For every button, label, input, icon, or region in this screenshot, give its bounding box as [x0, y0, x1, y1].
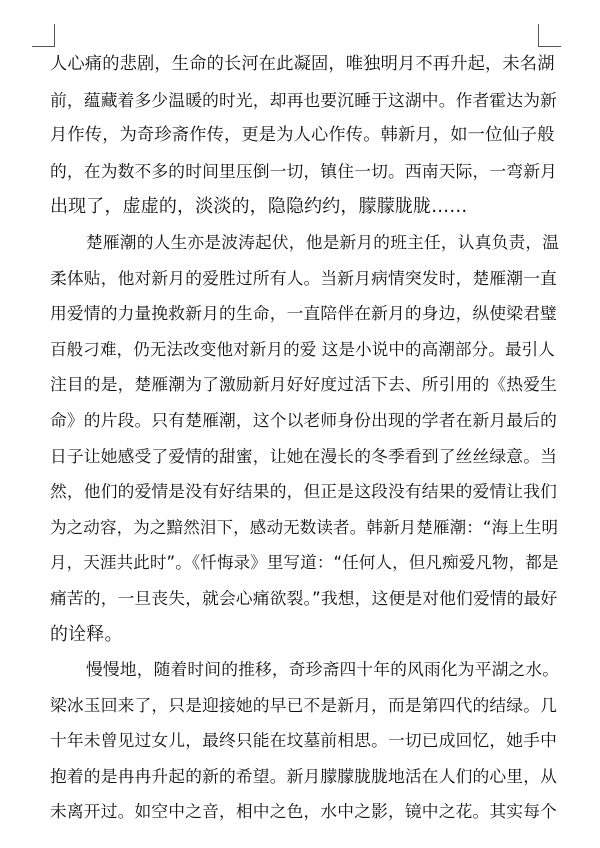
text-line: 然，他们的爱情是没有好结果的，但正是这段没有结果的爱情让我们 — [50, 481, 558, 502]
text-line: 为之动容，为之黯然泪下，感动无数读者。韩新月楚雁潮：“海上生明 — [50, 517, 559, 537]
text-line: 慢慢地，随着时间的推移，奇珍斋四十年的风雨化为平湖之水。 — [86, 659, 560, 680]
text-line: 的诠释。 — [50, 623, 123, 645]
text-line: 月作传，为奇珍斋作传，更是为人心作传。韩新月，如一位仙子般 — [50, 125, 555, 146]
text-line: 百般刁难，仍无法改变他对新月的爱 这是小说中的高潮部分。最引人 — [50, 339, 555, 359]
text-line: 日子让她感受了爱情的甜蜜，让她在漫长的冬季看到了丝丝绿意。当 — [50, 445, 558, 466]
text-line: 人心痛的悲剧，生命的长河在此凝固，唯独明月不再升起，未名湖 — [50, 54, 555, 74]
crop-mark-top-right — [538, 24, 561, 47]
document-body — [50, 47, 560, 830]
text-line: 抱着的是冉冉升起的新的希望。新月朦朦胧胧地活在人们的心里，从 — [50, 765, 558, 786]
text-line: 注目的是，楚雁潮为了激励新月好好度过活下去、所引用的《热爱生 — [50, 374, 558, 395]
text-line: 未离开过。如空中之音，相中之色，水中之影，镜中之花。其实每个 — [50, 801, 558, 822]
crop-mark-top-left — [32, 24, 55, 47]
text-line: 前，蕴藏着多少温暖的时光，却再也要沉睡于这湖中。作者霍达为新 — [50, 89, 558, 110]
text-line: 梁冰玉回来了，只是迎接她的早已不是新月，而是第四代的结绿。几 — [50, 694, 558, 715]
text-line: 命》的片段。只有楚雁潮，这个以老师身份出现的学者在新月最后的 — [50, 409, 558, 430]
text-line: 用爱情的力量挽救新月的生命，一直陪伴在新月的身边，纵使梁君璧 — [50, 303, 558, 324]
text-line: 痛苦的，一旦丧失，就会心痛欲裂。”我想，这便是对他们爱情的最好 — [50, 587, 558, 608]
text-line: 出现了，虚虚的，淡淡的，隐隐约约，朦朦胧胧…… — [50, 196, 468, 218]
text-line: 柔体贴，他对新月的爱胜过所有人。当新月病情突发时，楚雁潮一直 — [50, 267, 558, 288]
text-line: 十年未曾见过女儿，最终只能在坟墓前相思。一切已成回忆，她手中 — [50, 730, 558, 751]
text-line: 的，在为数不多的时间里压倒一切，镇住一切。西南天际，一弯新月 — [50, 160, 558, 181]
text-line: 楚雁潮的人生亦是波涛起伏，他是新月的班主任，认真负责，温 — [86, 231, 560, 252]
text-line: 月，天涯共此时”。《忏悔录》里写道：“任何人，但凡痴爱凡物，都是 — [50, 553, 559, 573]
